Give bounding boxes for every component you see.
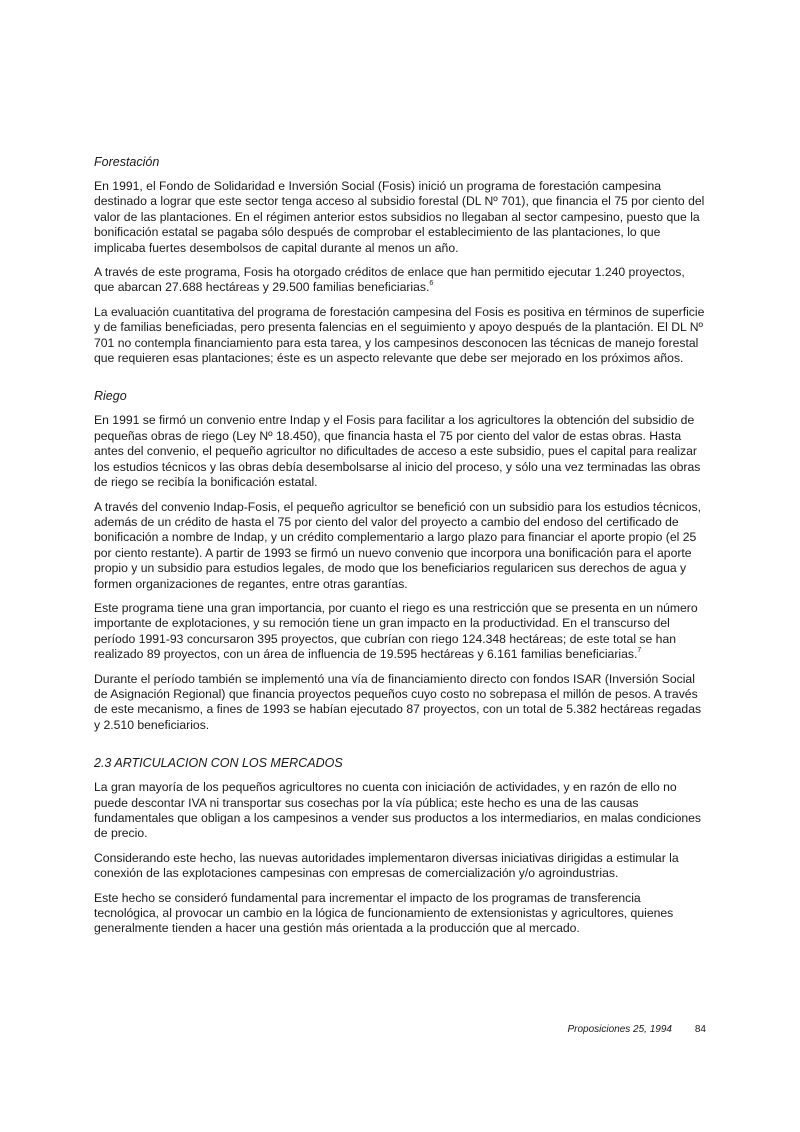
paragraph-riego-3 [94,601,708,663]
paragraph-mercados-2: Considerando este hecho, las nuevas autoridades implementaron diversas iniciativas dirigidas a estimular la conexión de las explotaciones campesinas con empresas de comercialización y/o agroindustrias. [94,850,679,881]
footnote-ref-7: 7 [637,647,642,655]
paragraph-forestacion-2 [94,265,708,296]
paragraph-riego-4: Durante el período también se implementó una vía de financiamiento directo con fondos ISAR (Inversión Social de Asignación Regional) que financia proyectos pequeños cuyo costo no sobrepasa el millón de pesos. A través de este mecanismo, a fines de 1993 se habían ejecutado 87 proyectos, con un total de 5.382 hectáreas regadas y 2.510 beneficiarios. [94,671,702,732]
heading-forestacion: Forestación [94,155,160,169]
journal-citation: Proposiciones 25, 1994 [567,1024,672,1035]
paragraph-forestacion-3: La evaluación cuantitativa del programa de forestación campesina del Fosis es positiva en términos de superficie y de familias beneficiadas, pero presenta falencias en el seguimiento y apoyo después de la plantación. El DL Nº 701 no contempla financiamiento para esta tarea, y los campesinos desconocen las técnicas de manejo forestal que requieren esas plantaciones; éste es un aspecto relevante que debe ser mejorado en los próximos años. [94,304,705,366]
heading-mercados: 2.3 ARTICULACION CON LOS MERCADOS [94,756,343,771]
paragraph-riego-3-text: Este programa tiene una gran importancia, por cuanto el riego es una restricción que se presenta en un número importante de explotaciones, y su remoción tiene un gran impacto en la productividad. En el transcurso del período 1991-93 concursaron 395 proyectos, que cubrían con riego 124.348 hectáreas; de este total se han realizado 89 proyectos, con un área de influencia de 19.595 hectáreas y 6.161 familias beneficiarias. [94,600,698,662]
footnote-ref-6: 6 [429,280,434,288]
paragraph-forestacion-2-text: A través de este programa, Fosis ha otorgado créditos de enlace que han permitido ejecutar 1.240 proyectos, que abarcan 27.688 hectáreas y 29.500 familias beneficiarias. [94,265,685,295]
heading-riego: Riego [94,389,127,404]
page-body [94,154,708,946]
paragraph-mercados-1: La gran mayoría de los pequeños agricultores no cuenta con iniciación de actividades, y en razón de ello no puede descontar IVA ni transportar sus cosechas por la vía pública; este hecho es una de las causas fundamentales que obligan a los campesinos a vender sus productos a los intermediarios, en malas condiciones de precio. [94,780,702,841]
paragraph-mercados-3: Este hecho se consideró fundamental para incrementar el impacto de los programas de transferencia tecnológica, al provocar un cambio en la lógica de funcionamiento de extensionistas y agricultores, quienes generalmente tienden a hacer una gestión más orientada a la producción que al mercado. [94,890,674,936]
paragraph-riego-1: En 1991 se firmó un convenio entre Indap y el Fosis para facilitar a los agricultores la obtención del subsidio de pequeñas obras de riego (Ley Nº 18.450), que financia hasta el 75 por ciento del valor de estas obras. Hasta antes del convenio, el pequeño agricultor no dificultades de acceso a este subsidio, pues el capital para realizar los estudios técnicos y las obras debía desembolsarse al inicio del proceso, y sólo una vez terminadas las obras de riego se recibía la bonificación estatal. [94,413,701,490]
page-number: 84 [694,1024,706,1035]
paragraph-riego-2: A través del convenio Indap-Fosis, el pequeño agricultor se benefició con un subsidio para los estudios técnicos, además de un crédito de hasta el 75 por ciento del valor del proyecto a cambio del endoso del certificado de bonificación a nombre de Indap, y un crédito complementario a largo plazo para financiar el aporte propio (el 25 por ciento restante). A partir de 1993 se firmó un nuevo convenio que incorpora una bonificación para el aporte propio y un subsidio para estudios legales, de modo que los beneficiarios regularicen sus derechos de agua y formen organizaciones de regantes, entre otras garantías. [94,499,702,591]
page-footer [0,1022,706,1038]
paragraph-forestacion-1: En 1991, el Fondo de Solidaridad e Inversión Social (Fosis) inició un programa de forestación campesina destinado a lograr que este sector tenga acceso al subsidio forestal (DL Nº 701), que financia el 75 por ciento del valor de las plantaciones. En el régimen anterior estos subsidios no llegaban al sector campesino, puesto que la bonificación estatal se pagaba sólo después de comprobar el establecimiento de las plantaciones, lo que implicaba fuertes desembolsos de capital durante al menos un año. [94,179,705,255]
